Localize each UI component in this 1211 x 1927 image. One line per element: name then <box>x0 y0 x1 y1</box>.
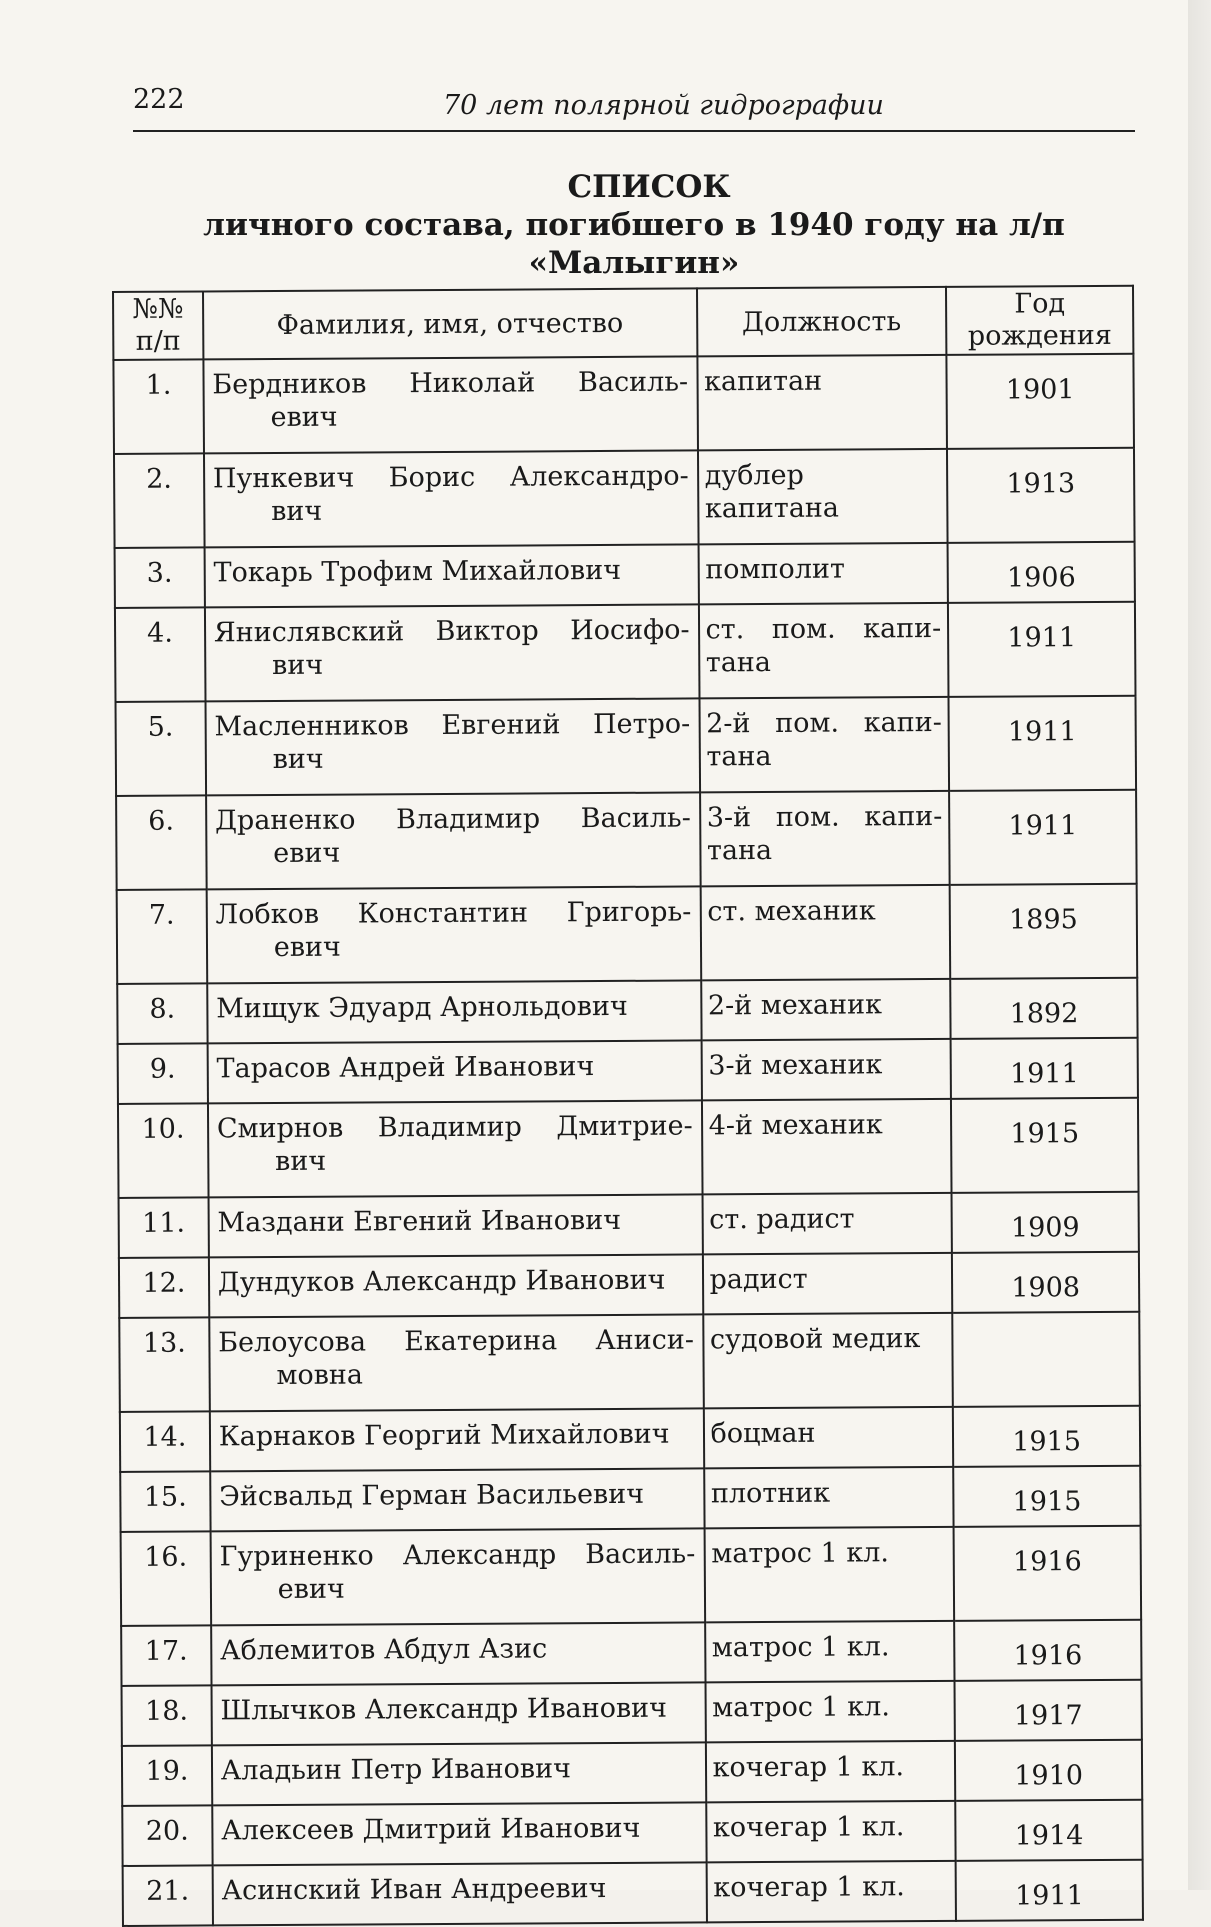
birth-year <box>952 1312 1139 1407</box>
name-line-1: Белоусова Екатерина Аниси- <box>218 1324 695 1359</box>
crew-member-name <box>208 1194 702 1257</box>
row-number: 5. <box>116 701 206 796</box>
crew-member-name <box>206 886 700 983</box>
position-line-1: боцман <box>710 1417 816 1450</box>
name-line-1: Карнаков Георгий Михайлович <box>218 1418 670 1453</box>
crew-member-name <box>206 792 700 889</box>
name-line-1: Лобков Константин Григорь- <box>215 896 692 931</box>
name-line-1: Токарь Трофим Михайлович <box>213 554 622 589</box>
table-row <box>113 354 1134 454</box>
table-row <box>116 790 1137 890</box>
birth-year: 1901 <box>947 354 1134 449</box>
page-header <box>133 78 1135 132</box>
crew-member-name <box>211 1682 705 1745</box>
page-edge <box>1188 0 1211 1890</box>
name-line-2: евич <box>273 931 341 964</box>
position-line-2: тана <box>705 646 772 679</box>
row-number: 10. <box>118 1103 208 1198</box>
row-number: 15. <box>120 1471 210 1532</box>
name-line-1: Смирнов Владимир Дмитрие- <box>216 1110 693 1145</box>
crew-member-name <box>210 1528 704 1625</box>
birth-year: 1916 <box>954 1620 1141 1681</box>
running-title: 70 лет полярной гидрографии <box>443 90 884 121</box>
crew-member-position <box>701 979 951 1041</box>
crew-member-name <box>212 1802 706 1865</box>
crew-member-position <box>706 1861 956 1923</box>
birth-year: 1911 <box>949 790 1136 885</box>
row-number: 17. <box>121 1625 211 1686</box>
name-line-2: евич <box>277 1573 345 1606</box>
position-line-1: матрос 1 кл. <box>711 1631 890 1664</box>
header-name: Фамилия, имя, отчество <box>203 288 697 359</box>
birth-year: 1915 <box>951 1098 1138 1193</box>
header-year: Год рождения <box>946 286 1133 355</box>
position-line-1: плотник <box>710 1477 831 1510</box>
name-line-1: Шлычков Александр Иванович <box>220 1692 668 1727</box>
position-line-1: судовой медик <box>709 1323 921 1356</box>
crew-member-position <box>705 1621 955 1683</box>
name-line-1: Гуриненко Александр Василь- <box>219 1538 696 1573</box>
crew-member-name <box>207 980 701 1043</box>
table-row <box>120 1466 1140 1532</box>
name-line-1: Алексеев Дмитрий Иванович <box>221 1812 641 1847</box>
position-line-2: капитана <box>704 492 840 525</box>
name-line-2: вич <box>275 1145 327 1178</box>
table-row <box>115 602 1136 702</box>
name-line-1: Аладьин Петр Иванович <box>220 1753 572 1787</box>
birth-year: 1908 <box>952 1252 1139 1313</box>
name-line-1: Драненко Владимир Василь- <box>214 802 691 837</box>
row-number: 1. <box>113 359 203 454</box>
table-row <box>120 1406 1140 1472</box>
name-line-2: мовна <box>276 1359 364 1392</box>
header-number: №№ п/п <box>113 291 203 360</box>
table-row <box>119 1192 1139 1258</box>
table-row <box>118 1038 1138 1104</box>
position-line-1: радист <box>709 1263 808 1296</box>
row-number: 4. <box>115 607 205 702</box>
crew-member-position <box>703 1407 953 1469</box>
row-number: 3. <box>115 547 205 608</box>
position-line-1: 3-й пом. капи- <box>706 800 943 834</box>
name-line-1: Асинский Иван Андреевич <box>221 1873 607 1907</box>
birth-year: 1916 <box>954 1526 1141 1621</box>
crew-member-position <box>702 1193 952 1255</box>
birth-year: 1914 <box>955 1800 1142 1861</box>
crew-member-name <box>209 1254 703 1317</box>
crew-member-position <box>697 355 947 451</box>
row-number: 18. <box>122 1685 212 1746</box>
position-line-1: 2-й пом. капи- <box>706 706 942 740</box>
birth-year: 1915 <box>953 1406 1140 1467</box>
row-number: 14. <box>120 1411 210 1472</box>
table-row <box>118 1098 1139 1198</box>
list-title-heading: СПИСОК <box>567 169 731 205</box>
position-line-1: ст. механик <box>707 895 876 928</box>
crew-member-name <box>205 698 699 795</box>
crew-member-position <box>705 1681 955 1743</box>
position-line-1: дублер <box>704 459 804 492</box>
table-row <box>121 1620 1141 1686</box>
crew-member-name <box>211 1622 705 1685</box>
birth-year: 1911 <box>956 1860 1143 1921</box>
name-line-1: Янислявский Виктор Иосифо- <box>213 614 690 649</box>
name-line-1: Дундуков Александр Иванович <box>217 1264 666 1299</box>
table-row <box>119 1252 1139 1318</box>
table-row <box>122 1680 1142 1746</box>
crew-table <box>112 285 1144 1927</box>
row-number: 6. <box>116 795 206 890</box>
crew-member-name <box>212 1742 706 1805</box>
position-line-1: помполит <box>705 553 845 586</box>
position-line-1: ст. радист <box>709 1203 855 1236</box>
crew-member-name <box>210 1468 704 1531</box>
crew-member-name <box>203 356 697 453</box>
position-line-1: кочегар 1 кл. <box>713 1871 905 1904</box>
name-line-1: Аблемитов Абдул Азис <box>220 1633 548 1667</box>
crew-member-name <box>204 450 698 547</box>
birth-year: 1913 <box>947 448 1134 543</box>
row-number: 16. <box>121 1531 211 1626</box>
name-line-2: вич <box>271 649 324 682</box>
table-row <box>123 1860 1143 1926</box>
name-line-1: Маздани Евгений Иванович <box>217 1204 622 1239</box>
position-line-1: матрос 1 кл. <box>712 1691 890 1724</box>
birth-year: 1895 <box>950 884 1137 979</box>
birth-year: 1909 <box>952 1192 1139 1253</box>
position-line-2: тана <box>706 740 772 773</box>
birth-year: 1915 <box>953 1466 1140 1527</box>
position-line-2: тана <box>706 834 773 867</box>
position-line-1: 2-й механик <box>707 989 883 1022</box>
crew-member-position <box>699 697 949 793</box>
header-position: Должность <box>697 287 947 357</box>
table-row <box>122 1740 1142 1806</box>
crew-member-position <box>703 1313 953 1409</box>
list-title-subheading: личного состава, погибшего в 1940 году на л/п «Малыгин» <box>203 207 1065 281</box>
table-row <box>115 542 1135 608</box>
crew-member-name <box>205 604 699 701</box>
crew-member-name <box>210 1408 704 1471</box>
crew-member-position <box>705 1741 955 1803</box>
crew-member-position <box>700 885 950 981</box>
birth-year: 1906 <box>948 542 1135 603</box>
crew-member-name <box>207 1040 701 1103</box>
crew-member-name <box>209 1314 703 1411</box>
row-number: 11. <box>119 1197 209 1258</box>
table-row <box>117 978 1137 1044</box>
table-row <box>121 1526 1142 1626</box>
position-line-1: 3-й механик <box>708 1049 883 1082</box>
crew-member-position <box>704 1467 954 1529</box>
name-line-2: вич <box>271 495 323 528</box>
crew-member-name <box>204 544 698 607</box>
row-number: 20. <box>122 1805 212 1866</box>
name-line-1: Мищук Эдуард Арнольдович <box>216 990 628 1025</box>
crew-member-position <box>701 1039 951 1101</box>
crew-member-position <box>700 791 950 887</box>
position-line-1: 4-й механик <box>708 1109 883 1142</box>
table-row <box>119 1312 1140 1412</box>
row-number: 2. <box>114 453 204 548</box>
name-line-1: Эйсвальд Герман Васильевич <box>219 1478 645 1513</box>
row-number: 9. <box>118 1043 208 1104</box>
table-header-row <box>113 286 1133 360</box>
birth-year: 1911 <box>948 602 1135 697</box>
name-line-1: Бердников Николай Василь- <box>212 366 689 401</box>
position-line-1: кочегар 1 кл. <box>712 1811 905 1844</box>
row-number: 12. <box>119 1257 209 1318</box>
row-number: 19. <box>122 1745 212 1806</box>
position-line-1: кочегар 1 кл. <box>712 1751 905 1784</box>
row-number: 8. <box>117 983 207 1044</box>
crew-member-position <box>698 449 948 545</box>
name-line-1: Пункевич Борис Александро- <box>212 460 689 495</box>
crew-member-position <box>698 543 948 605</box>
crew-member-name <box>208 1100 702 1197</box>
crew-member-position <box>706 1801 956 1863</box>
crew-member-position <box>702 1253 952 1315</box>
page-number: 222 <box>133 84 185 115</box>
birth-year: 1911 <box>949 696 1136 791</box>
table-row <box>116 696 1137 796</box>
name-line-1: Тарасов Андрей Иванович <box>216 1051 595 1085</box>
row-number: 21. <box>123 1865 213 1926</box>
list-title <box>133 168 1135 282</box>
birth-year: 1892 <box>950 978 1137 1039</box>
position-line-1: ст. пом. капи- <box>705 612 942 646</box>
name-line-2: евич <box>273 837 341 870</box>
row-number: 13. <box>119 1317 209 1412</box>
row-number: 7. <box>117 889 207 984</box>
name-line-2: вич <box>272 743 324 776</box>
table-row <box>122 1800 1142 1866</box>
birth-year: 1917 <box>955 1680 1142 1741</box>
name-line-1: Масленников Евгений Петро- <box>214 708 691 743</box>
table-row <box>117 884 1138 984</box>
crew-member-name <box>212 1862 706 1925</box>
position-line-1: капитан <box>704 365 823 398</box>
crew-member-position <box>702 1099 952 1195</box>
table-row <box>114 448 1135 548</box>
crew-member-position <box>698 603 948 699</box>
position-line-1: матрос 1 кл. <box>711 1537 890 1570</box>
name-line-2: евич <box>270 401 338 434</box>
birth-year: 1911 <box>951 1038 1138 1099</box>
birth-year: 1910 <box>955 1740 1142 1801</box>
crew-member-position <box>704 1527 954 1623</box>
